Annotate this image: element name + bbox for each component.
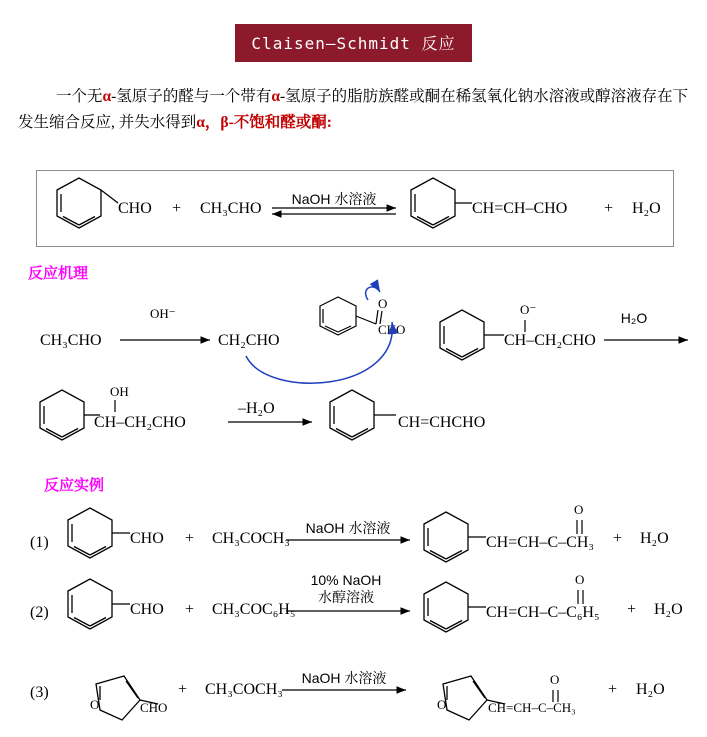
example-1-plus-1: + bbox=[185, 530, 195, 547]
mech-benzaldehyde-label: CHO bbox=[378, 322, 406, 337]
example-3-water: H₂O bbox=[636, 681, 665, 698]
example-3-number: (3) bbox=[30, 684, 49, 701]
example-1-product-oxygen: O bbox=[574, 502, 584, 517]
benzene-mech-aldehyde bbox=[320, 297, 382, 335]
example-1-carbonyl-double-bond bbox=[577, 520, 582, 534]
mech-row2-product: CH=CHCHO bbox=[398, 414, 486, 431]
example-2-carbonyl-double-bond bbox=[578, 590, 583, 604]
example-3-furan-oxygen: O bbox=[90, 697, 100, 712]
intro-part3: -氢原子的脂肪族醛或酮在稀氢氧化钠水溶液或醇溶液存在下发生缩合反应, 并失水得到 bbox=[18, 88, 689, 131]
main-water: H₂O bbox=[632, 200, 661, 217]
example-2-reagent-line2: 水醇溶液 bbox=[318, 589, 374, 605]
mech-step2-product: CH–CH₂CHO bbox=[504, 332, 596, 349]
benzene-example-2 bbox=[68, 579, 130, 629]
mech-carbonyl-o: O bbox=[378, 296, 388, 311]
mech-step1-start: CH₃CHO bbox=[40, 332, 102, 349]
example-2-product-chain: CH=CH–C–C₆H₅ bbox=[486, 604, 600, 621]
example-1-water: H₂O bbox=[640, 530, 669, 547]
example-2-left-label: CHO bbox=[130, 601, 164, 618]
benzene-mech-enal bbox=[330, 390, 396, 440]
example-1-plus-2: + bbox=[613, 530, 623, 547]
example-2-number: (2) bbox=[30, 604, 49, 621]
intro-part2: -氢原子的醛与一个带有 bbox=[111, 88, 272, 105]
page-title: Claisen—Schmidt 反应 bbox=[235, 24, 471, 62]
section-mechanism-heading: 反应机理 bbox=[28, 266, 89, 282]
section-examples-heading: 反应实例 bbox=[44, 478, 105, 494]
benzene-example-2-product bbox=[424, 582, 486, 632]
benzene-mech-alkoxide bbox=[440, 310, 504, 360]
example-3-partner: CH₃COCH₃ bbox=[205, 681, 283, 698]
example-2-reagent-line1: 10% NaOH bbox=[310, 572, 382, 588]
mech-alkoxide-o: O⁻ bbox=[520, 302, 537, 317]
mech-row2-reagent: –H₂O bbox=[238, 400, 275, 417]
intro-paragraph bbox=[18, 84, 690, 136]
example-2-water: H₂O bbox=[654, 601, 683, 618]
example-2-reagent bbox=[282, 572, 410, 606]
intro-alpha-2: α bbox=[271, 88, 280, 105]
example-1-reagent: NaOH 水溶液 bbox=[305, 520, 391, 536]
intro-alpha-1: α bbox=[102, 88, 112, 105]
example-3-left-label: CHO bbox=[140, 700, 168, 715]
example-1-left-label: CHO bbox=[130, 530, 164, 547]
main-left-label: CHO bbox=[118, 200, 152, 217]
main-reagent-label: NaOH 水溶液 bbox=[291, 191, 377, 207]
example-3-plus-2: + bbox=[608, 681, 618, 698]
example-2-plus-2: + bbox=[627, 601, 637, 618]
main-plus-1: + bbox=[172, 200, 182, 217]
mech-step1-product: CH₂CHO bbox=[218, 332, 280, 349]
example-3-plus-1: + bbox=[178, 681, 188, 698]
mech-row2-oh: OH bbox=[110, 384, 129, 399]
example-1-number: (1) bbox=[30, 534, 49, 551]
example-2-partner: CH₃COC₆H₅ bbox=[212, 601, 296, 618]
example-3-product-chain: CH=CH–C–CH₃ bbox=[488, 700, 576, 715]
benzene-mech-alcohol bbox=[40, 390, 100, 440]
title-banner bbox=[0, 24, 707, 62]
example-2-plus-1: + bbox=[185, 601, 195, 618]
benzene-example-1-product bbox=[424, 512, 486, 562]
example-2-product-oxygen: O bbox=[575, 572, 585, 587]
mech-row2-chain: CH–CH₂CHO bbox=[94, 414, 186, 431]
mech-step1-reagent: OH⁻ bbox=[150, 306, 176, 321]
example-3-product-furan-oxygen: O bbox=[437, 697, 447, 712]
mech-step3-reagent: H₂O bbox=[620, 310, 648, 326]
intro-part1: 一个无 bbox=[56, 88, 103, 105]
example-3-reagent: NaOH 水溶液 bbox=[301, 670, 387, 686]
example-1-product-chain: CH=CH–C–CH₃ bbox=[486, 534, 594, 551]
main-acetaldehyde: CH₃CHO bbox=[200, 200, 262, 217]
example-3-product-oxygen: O bbox=[550, 672, 560, 687]
example-1-partner: CH₃COCH₃ bbox=[212, 530, 290, 547]
main-plus-2: + bbox=[604, 200, 614, 217]
main-product-chain: CH=CH–CHO bbox=[472, 200, 568, 217]
benzene-example-1 bbox=[68, 508, 130, 558]
intro-highlight: α，β-不饱和醛或酮: bbox=[196, 114, 332, 131]
